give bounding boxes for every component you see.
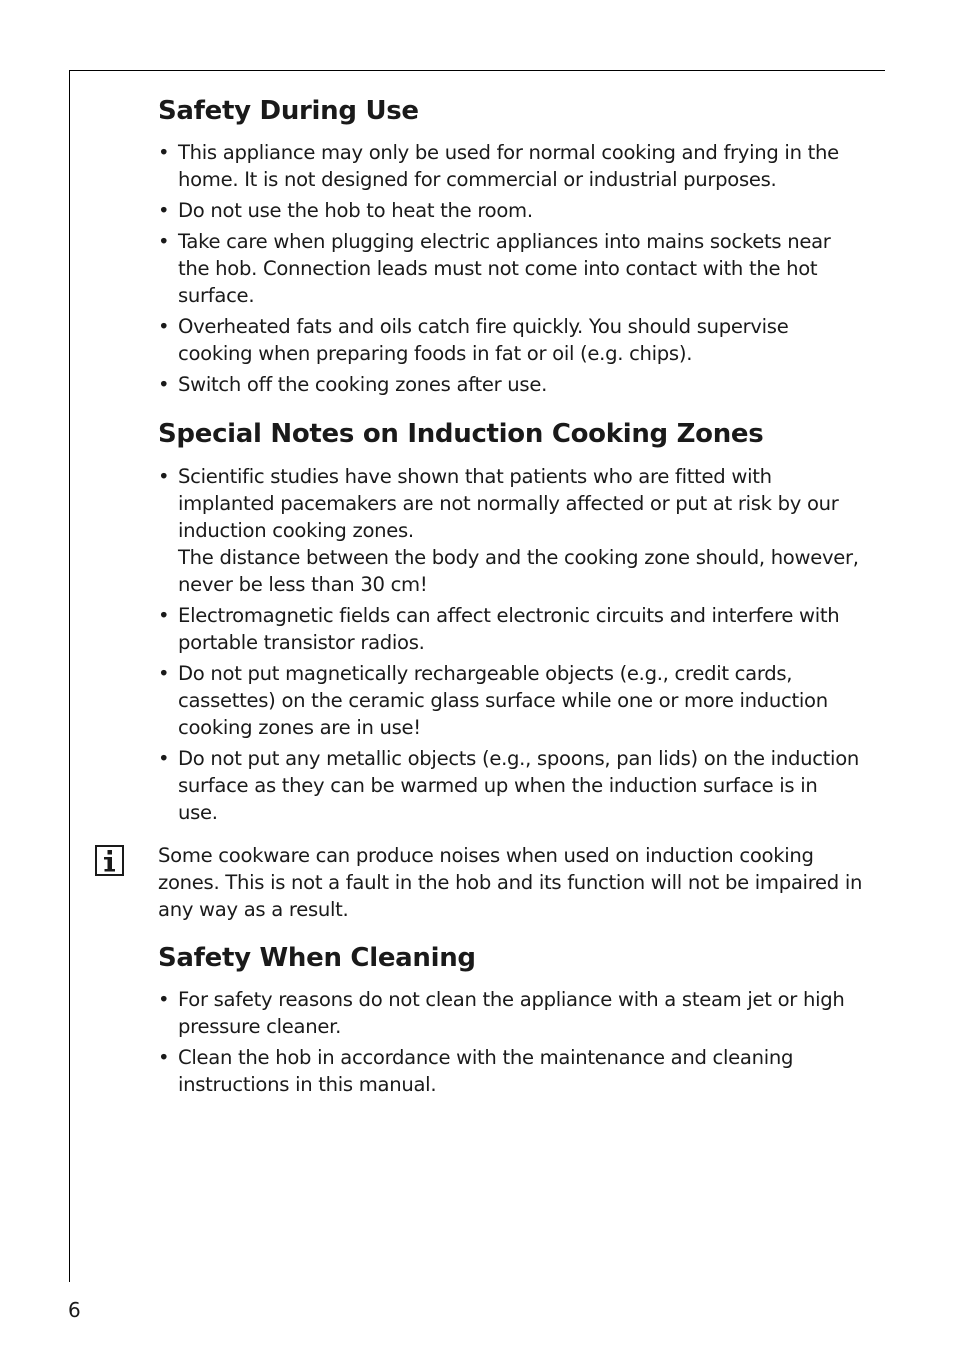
bullet: • — [158, 747, 170, 770]
safety-during-use-list — [158, 139, 863, 402]
section-heading-safety-during-use: Safety During Use — [158, 96, 419, 126]
list-item: • Electromagnetic fields can affect electronic circuits and interfere with portable transistor radios. — [158, 604, 840, 654]
list-item: • Take care when plugging electric appliances into mains sockets near the hob. Connection leads must not come into contact with the hot surface. — [158, 230, 831, 307]
bullet: • — [158, 315, 170, 338]
bullet: • — [158, 988, 170, 1011]
list-item: • Do not put any metallic objects (e.g., spoons, pan lids) on the induction surface as they can be warmed up when the induction surface is in use. — [158, 747, 860, 824]
induction-notes-list — [158, 463, 863, 830]
bullet: • — [158, 662, 170, 685]
bullet: • — [158, 141, 170, 164]
list-item: • Clean the hob in accordance with the maintenance and cleaning instructions in this manual. — [158, 1046, 794, 1096]
page-frame-left-rule — [69, 70, 70, 1282]
bullet: • — [158, 230, 170, 253]
page-number: 6 — [68, 1298, 81, 1322]
cookware-noise-note: Some cookware can produce noises when used on induction cooking zones. This is not a fault in the hob and its function will not be impaired in any way as a result. — [158, 844, 863, 921]
list-item: • For safety reasons do not clean the appliance with a steam jet or high pressure cleaner. — [158, 988, 845, 1038]
section-heading-induction-notes: Special Notes on Induction Cooking Zones — [158, 419, 764, 449]
list-item: • This appliance may only be used for normal cooking and frying in the home. It is not designed for commercial or industrial purposes. — [158, 141, 839, 191]
safety-when-cleaning-list — [158, 986, 863, 1102]
page-frame-top-rule — [69, 70, 885, 71]
list-item: • Do not use the hob to heat the room. — [158, 199, 533, 222]
bullet: • — [158, 373, 170, 396]
bullet: • — [158, 1046, 170, 1069]
bullet: • — [158, 604, 170, 627]
section-heading-safety-when-cleaning: Safety When Cleaning — [158, 943, 476, 973]
list-item: • Scientific studies have shown that patients who are fitted with implanted pacemakers are not normally affected or put at risk by our induction cooking zones. The distance between the body and the cooking zone should, however, never be less than 30 cm! — [158, 465, 859, 596]
info-icon — [95, 845, 124, 876]
bullet: • — [158, 199, 170, 222]
list-item: • Overheated fats and oils catch fire quickly. You should supervise cooking when preparing foods in fat or oil (e.g. chips). — [158, 315, 789, 365]
list-item: • Do not put magnetically rechargeable objects (e.g., credit cards, cassettes) on the ceramic glass surface while one or more induction cooking zones are in use! — [158, 662, 828, 739]
list-item: • Switch off the cooking zones after use. — [158, 373, 548, 396]
bullet: • — [158, 465, 170, 488]
